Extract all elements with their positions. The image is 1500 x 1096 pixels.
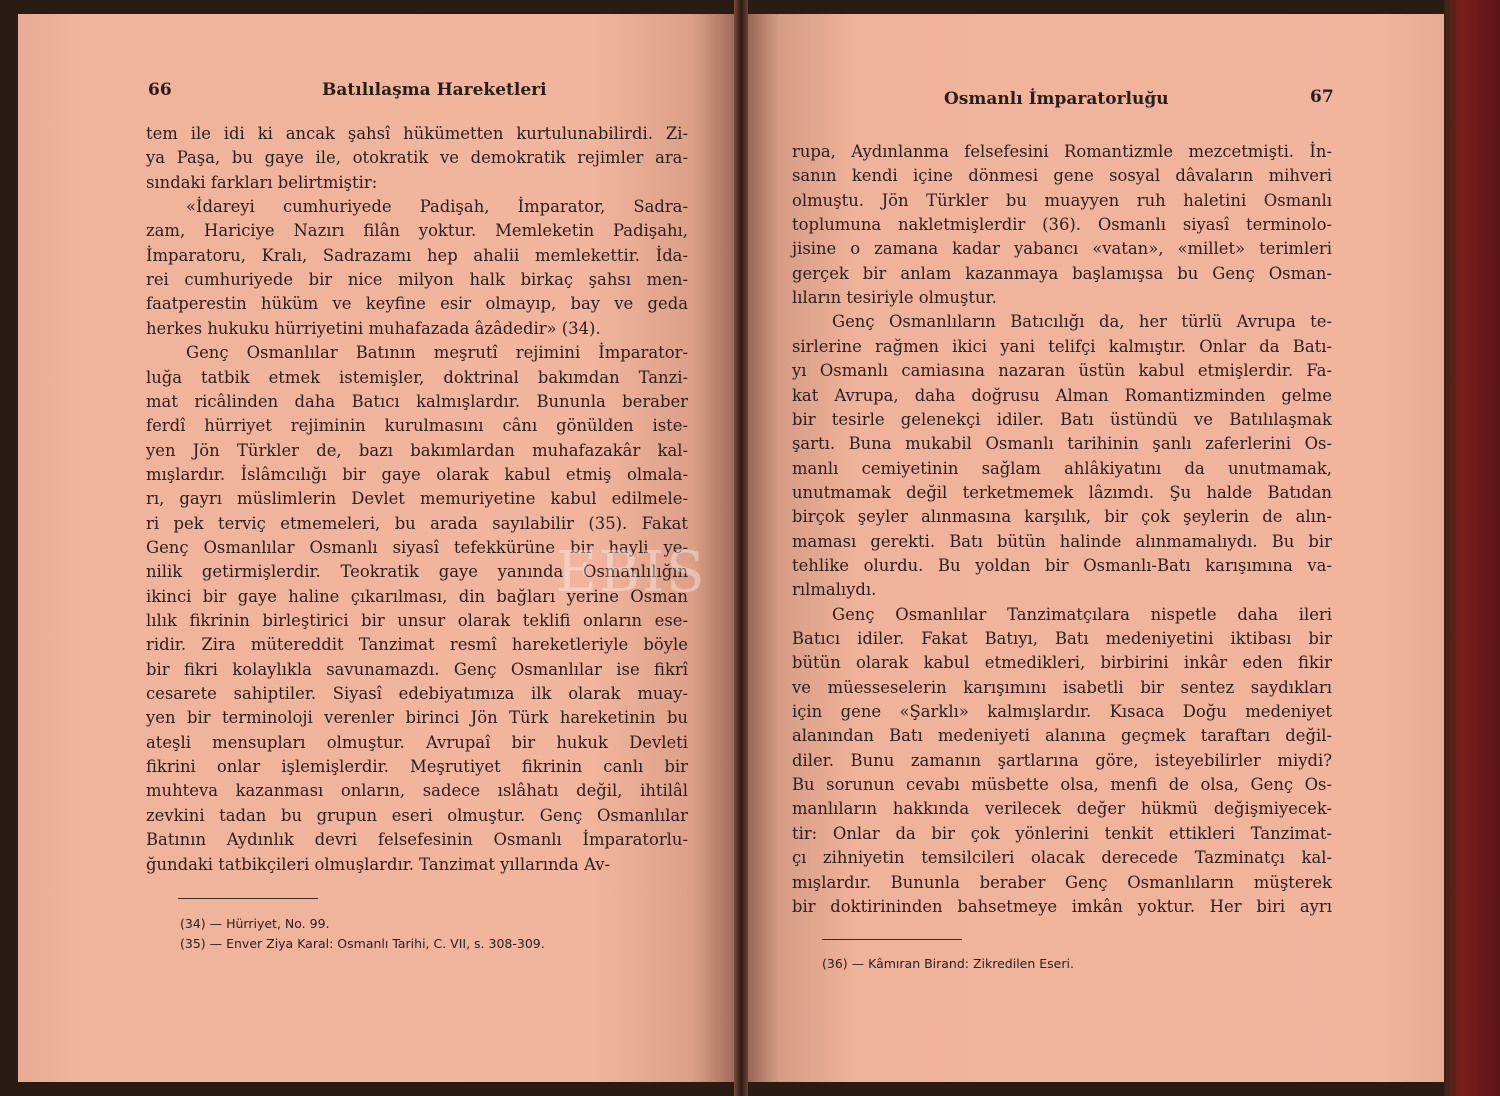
- text-line: nilik getirmişlerdir. Teokratik gaye yanında Osmanlılığın: [146, 562, 688, 582]
- text-line: ferdî hürriyet rejiminin kurulmasını cânı gönülden iste-: [146, 416, 688, 436]
- text-line: zevkini tadan bu grupun eseri olmuştur. Genç Osmanlılar: [146, 805, 688, 825]
- text-line: ve müesseselerin karışımını isabetli bir sentez saydıkları: [792, 677, 1332, 697]
- text-line: toplumuna nakletmişlerdir (36). Osmanlı siyasî terminolo-: [792, 215, 1332, 235]
- text-line: yen bir terminoloji verenler birinci Jön Türk hareketinin bu: [146, 708, 688, 728]
- left-page-number: 66: [148, 80, 172, 100]
- text-line: bütün olarak kabul etmedikleri, birbirini inkâr eden fikir: [792, 653, 1332, 673]
- text-line: ridir. Zira mütereddit Tanzimat resmî hareketleriyle böyle: [146, 635, 688, 655]
- text-line: İmparatoru, Kralı, Sadrazamı hep ahalii memlekettir. İda-: [146, 245, 688, 265]
- book-gutter: [734, 0, 748, 1096]
- text-line: tem ile idi ki ancak şahsî hükümetten kurtulunabilirdi. Zi-: [146, 124, 688, 143]
- footnote-36: (36) — Kâmıran Birand: Zikredilen Eseri.: [822, 956, 1074, 971]
- text-line: bir tesirle gelenekçi idiler. Batı üstündü ve Batılılaşmak: [792, 409, 1332, 429]
- text-line: sirlerine rağmen ikici yani telifçi kalmıştır. Onlar da Batı-: [792, 336, 1332, 356]
- text-line: ğundaki tatbikçileri olmuşlardır. Tanzimat yıllarında Av-: [146, 854, 610, 874]
- text-line: mışlardır. Bununla beraber Genç Osmanlıların müşterek: [792, 872, 1332, 892]
- book-cover-edge: [1444, 0, 1500, 1096]
- text-line: yı Osmanlı camiasına nazaran üstün kabul etmişlerdir. Fa-: [792, 361, 1332, 381]
- text-line: Bu sorunun cevabı müsbette olsa, menfi de olsa, Genç Os-: [792, 775, 1332, 795]
- right-page-number: 67: [1310, 87, 1334, 107]
- right-footnote-rule: [822, 939, 962, 940]
- text-line: Batıcı idiler. Fakat Batıyı, Batı medeniyetini iktibası bir: [792, 629, 1332, 648]
- text-line: zam, Hariciye Nazırı filân yoktur. Memleketin Padişahı,: [146, 221, 688, 241]
- text-line: için gene «Şarklı» kalmışlardır. Kısaca Doğu medeniyet: [792, 702, 1332, 722]
- text-line: manlıların hakkında verilecek değer hükmü değişmiyecek-: [792, 799, 1332, 819]
- text-line: Genç Osmanlılar Osmanlı siyasî tefekkürüne bir hayli ye-: [146, 537, 688, 557]
- text-line: ya Paşa, bu gaye ile, otokratik ve demokratik rejimler ara-: [146, 148, 688, 168]
- text-line: rei cumhuriyede bir nice milyon halk birkaç şahsı men-: [146, 270, 688, 290]
- text-line: gerçek bir anlam kazanmaya başlamışsa bu Genç Osman-: [792, 263, 1332, 283]
- text-line: manlı cemiyetinin sağlam ahlâkiyatını da unutmamak,: [792, 458, 1332, 478]
- footnote-34: (34) — Hürriyet, No. 99.: [180, 916, 330, 931]
- text-line: diler. Bunu zamanın şartlarına göre, isteyebilirler miydi?: [792, 750, 1332, 770]
- text-line: luğa tatbik etmek istemişler, doktrinal bakımdan Tanzi-: [146, 367, 688, 387]
- text-line: şartı. Buna mukabil Osmanlı tarihinin şanlı zaferlerini Os-: [792, 434, 1332, 454]
- text-line: tehlike olurdu. Bu yoldan bir Osmanlı-Batı karışımına va-: [792, 555, 1332, 575]
- text-line: fikrini onlar işlemişlerdir. Meşrutiyet fikrinin canlı bir: [146, 757, 688, 777]
- text-line: rupa, Aydınlanma felsefesini Romantizmle mezcetmişti. İn-: [792, 142, 1332, 161]
- text-line: Genç Osmanlılar Tanzimatçılara nispetle daha ileri: [832, 604, 1332, 624]
- text-line: bir fikri kolaylıkla savunamazdı. Genç Osmanlılar ise fikrî: [146, 659, 688, 679]
- text-line: maması gerekti. Batı bütün halinde alınmamalıydı. Bu bir: [792, 531, 1332, 551]
- text-line: mışlardır. İslâmcılığı bir gaye olarak kabul etmiş olmala-: [146, 464, 688, 484]
- text-line: jisine o zamana kadar yabancı «vatan», «millet» terimleri: [792, 239, 1332, 259]
- text-line: ri pek terviç etmemeleri, bu arada sayılabilir (35). Fakat: [146, 513, 688, 533]
- text-line: yen Jön Türkler de, bazı bakımlardan muhafazakâr kal-: [146, 440, 688, 460]
- text-line: sanın kendi içine dönmesi gene sosyal dâvaların mihveri: [792, 166, 1332, 186]
- text-line: muhteva kazanması onların, sadece ıslâhatı değil, ihtilâl: [146, 781, 688, 801]
- text-line: herkes hukuku hürriyetini muhafazada âzâdedir» (34).: [146, 318, 601, 338]
- text-line: Batının Aydınlık devri felsefesinin Osmanlı İmparatorlu-: [146, 830, 688, 850]
- text-line: birçok şeyler alınmasına karşılık, bir çok şeylerin de alın-: [792, 507, 1332, 527]
- text-line: Genç Osmanlılar Batının meşrutî rejimini İmparator-: [186, 343, 688, 363]
- left-footnote-rule: [178, 898, 318, 899]
- text-line: faatperestin hüküm ve keyfine esir olmayıp, bay ve geda: [146, 294, 688, 314]
- text-line: lılık fikrinin birleştirici bir unsur olarak teklifi onların ese-: [146, 611, 688, 630]
- text-line: ateşli mensupları olmuştur. Avrupaî bir hukuk Devleti: [146, 732, 688, 752]
- text-line: lıların tesiriyle olmuştur.: [792, 288, 997, 308]
- text-line: mat ricâlinden daha Batıcı kalmışlardır. Bununla beraber: [146, 391, 688, 411]
- text-line: cesarete sahiptiler. Siyasî edebiyatımıza ilk olarak muay-: [146, 684, 688, 704]
- text-line: olmuştu. Jön Türkler bu muayyen ruh haletini Osmanlı: [792, 190, 1332, 210]
- right-running-head: Osmanlı İmparatorluğu: [944, 89, 1169, 109]
- text-line: alanından Batı medeniyeti alanına geçmek taraftarı değil-: [792, 726, 1332, 746]
- text-line: rılmalıydı.: [792, 580, 877, 600]
- text-line: kat Avrupa, daha doğrusu Alman Romantizminden gelme: [792, 385, 1332, 405]
- watermark: EBIS: [556, 540, 707, 605]
- text-line: «İdareyi cumhuriyede Padişah, İmparator, Sadra-: [186, 197, 688, 217]
- text-line: Genç Osmanlıların Batıcılığı da, her türlü Avrupa te-: [832, 312, 1332, 332]
- text-line: bir doktirininden bahsetmeye imkân yoktur. Her biri ayrı: [792, 896, 1332, 916]
- text-line: tir: Onlar da bir çok yönlerini tenkit ettikleri Tanzimat-: [792, 823, 1332, 843]
- text-line: rı, gayrı müslimlerin Devlet memuriyetine kabul edilmele-: [146, 489, 688, 509]
- text-line: unutmamak değil terketmemek lâzımdı. Şu halde Batıdan: [792, 482, 1332, 502]
- text-line: sındaki farkları belirtmiştir:: [146, 172, 378, 192]
- left-running-head: Batılılaşma Hareketleri: [322, 80, 547, 100]
- text-line: çı zihniyetin temsilcileri olacak derecede Tazminatçı kal-: [792, 848, 1332, 868]
- text-line: ikinci bir gaye haline çıkarılması, din bağları yerine Osman: [146, 586, 688, 606]
- footnote-35: (35) — Enver Ziya Karal: Osmanlı Tarihi, C. VII, s. 308-309.: [180, 936, 545, 951]
